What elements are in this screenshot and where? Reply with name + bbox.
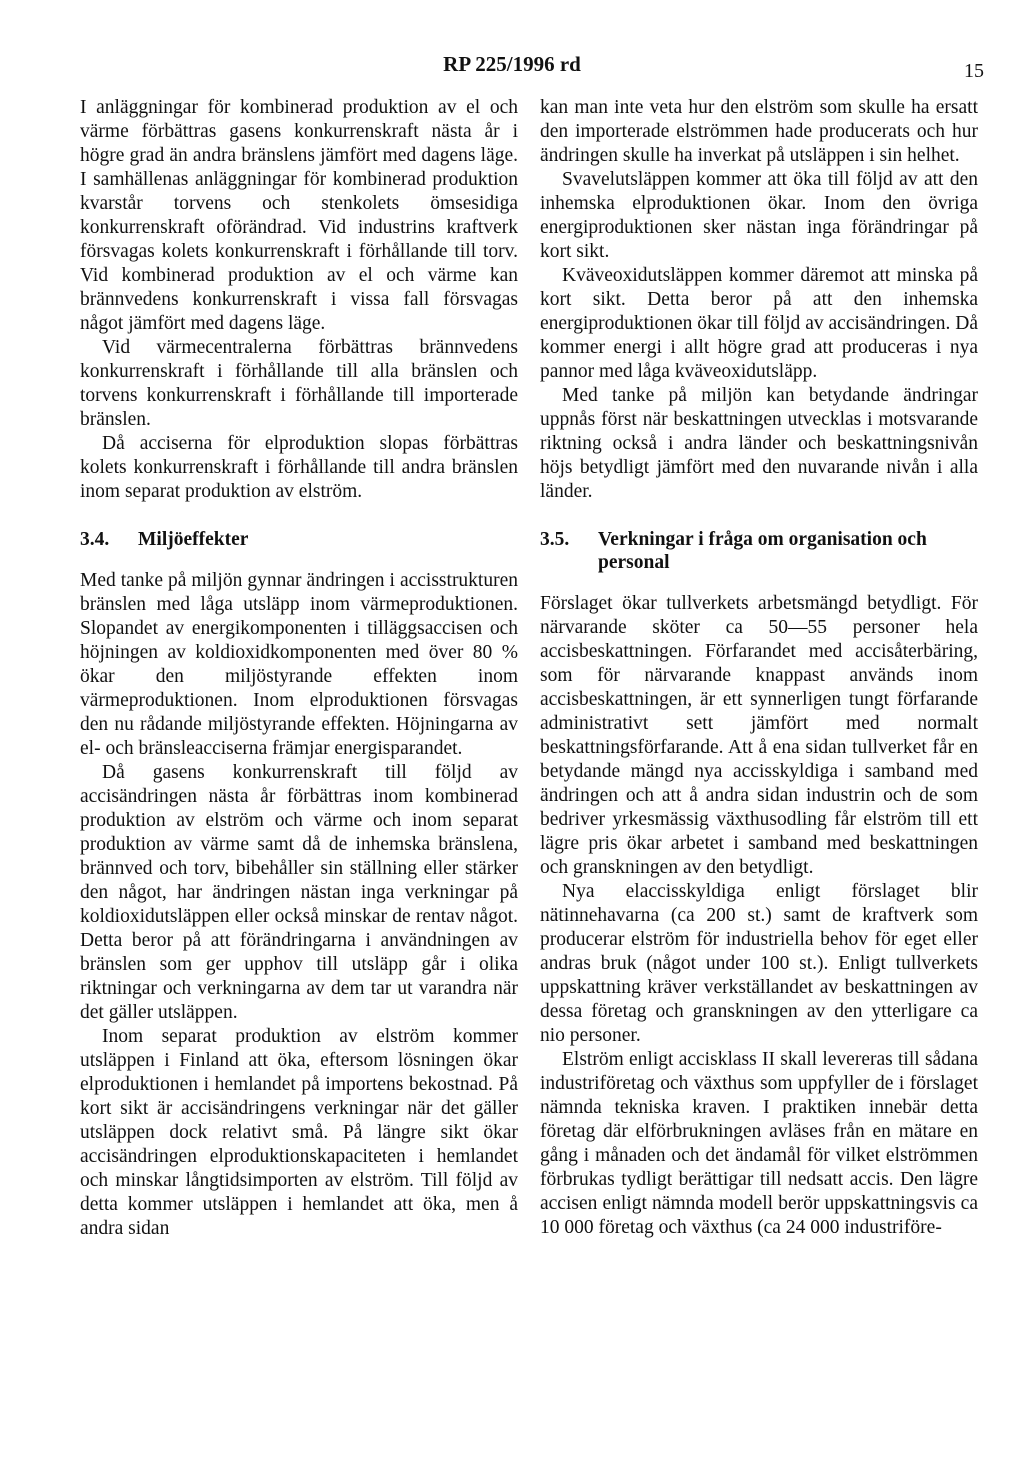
section-title: Verkningar i fråga om organisation och personal [598,529,927,573]
paragraph: Med tanke på miljön gynnar ändringen i accisstrukturen bränslen med låga utsläpp inom värmeproduktionen. Slopandet av energikomponenten i tilläggsaccisen och höjningen av koldioxidkomponenten med över 80 % ökar den miljöstyrande effekten inom värmeproduktionen. Inom elproduktionen försvagas den nu rådande miljöstyrande effekten. Höjningarna av el- och bränsleacciserna främjar energisparandet. [80,570,518,759]
page-header [0,52,1024,82]
section-heading [540,528,978,574]
paragraph: Svavelutsläppen kommer att öka till följd av att den inhemska elproduktionen ökar. Inom den övriga energiproduktionen sker nästan inga förändringar på kort sikt. [540,169,978,262]
left-column [80,96,518,1241]
paragraph: Vid värmecentralerna förbättras brännvedens konkurrenskraft i förhållande till alla bränslen och torvens konkurrenskraft i förhållande till importerade bränslen. [80,337,518,430]
paragraph: Med tanke på miljön kan betydande ändringar uppnås först när beskattningen utvecklas i motsvarande riktning också i andra länder och beskattningsnivån höjs betydligt jämfört med den nuvarande nivån i alla länder. [540,385,978,502]
paragraph: I anläggningar för kombinerad produktion av el och värme förbättras gasens konkurrenskraft nästa år i högre grad än andra bränslens jämfört med dagens läge. I samhällenas anläggningar för kombinerad produktion kvarstår torvens och stenkolets ömsesidiga konkurrenskraft oförändrad. Vid industrins kraftverk försvagas kolets konkurrenskraft i förhållande till torv. Vid kombinerad produktion av el och värme kan brännvedens konkurrenskraft i vissa fall försvagas något jämfört med dagens läge. [80,97,518,334]
section-number: 3.4. [80,529,110,550]
paragraph: Då acciserna för elproduktion slopas förbättras kolets konkurrenskraft i förhållande till andra bränslen inom separat produktion av elström. [80,433,518,502]
paragraph: kan man inte veta hur den elström som skulle ha ersatt den importerade elströmmen hade producerats och hur ändringen skulle ha inverkat på utsläppen i sin helhet. [540,97,978,166]
paragraph: Förslaget ökar tullverkets arbetsmängd betydligt. För närvarande sköter ca 50—55 personer hela accisbeskattningen. Förfarandet med accisåterbäring, som för närvarande knappast används inom accisbeskattningen, är ett synnerligen tungt förfarande administrativt sett jämfört med normalt beskattningsförfarande. Att å ena sidan tullverket får en betydande mängd nya accisskyldiga i samband med ändringen och att å andra sidan industrin och de som bedriver yrkesmässig växthusodling får elström till ett lägre pris ökar arbetet i samband med beskattningen och granskningen av den betydligt. [540,593,978,878]
document-reference: RP 225/1996 rd [443,52,581,76]
paragraph: Inom separat produktion av elström kommer utsläppen i Finland att öka, eftersom lösningen ökar elproduktionen i hemlandet på importens bekostnad. På kort sikt är accisändringens verkningar när det gäller utsläppen dock relativt små. På längre sikt ökar accisändringen elproduktionskapaciteten i hemlandet och minskar långtidsimporten av elström. Till följd av detta kommer utsläppen i hemlandet att öka, men å andra sidan [80,1026,518,1239]
section-number: 3.5. [540,529,570,550]
right-column [540,96,978,1240]
section-title: Miljöeffekter [138,529,249,550]
paragraph: Nya elaccisskyldiga enligt förslaget blir nätinnehavarna (ca 200 st.) samt de kraftverk som producerar elström för industriella behov för eget eller andras bruk (något under 100 st.). Enligt tullverkets uppskattning kräver verkställandet av beskattningen av dessa företag och granskningen av den ytterligare ca nio personer. [540,881,978,1046]
section-heading [80,528,518,551]
page-number: 15 [964,60,984,82]
paragraph: Elström enligt accisklass II skall levereras till sådana industriföretag och växthus som uppfyller de i förslaget nämnda tekniska kraven. I praktiken innebär detta företag där elförbrukningen avläses från en mätare en gång i månaden och det ändamål för vilket elströmmen förbrukas tydligt berättigar till nedsatt accis. Den lägre accisen enligt nämnda modell berör uppskattningsvis ca 10 000 företag och växthus (ca 24 000 industriföre- [540,1049,978,1238]
paragraph: Kväveoxidutsläppen kommer däremot att minska på kort sikt. Detta beror på att den inhemska energiproduktionen ökar till följd av accisändringen. Då kommer energi i allt högre grad att produceras i nya pannor med låga kväveoxidutsläpp. [540,265,978,382]
paragraph: Då gasens konkurrenskraft till följd av accisändringen nästa år förbättras inom kombinerad produktion av elström och värme och inom separat produktion av värme samt då de inhemska bränslena, brännved och torv, bibehåller sin ställning eller stärker den något, har ändringen nästan inga verkningar på koldioxidutsläppen eller också minskar de rentav något. Detta beror på att förändringarna i användningen av bränslen som ger upphov till utsläpp går i olika riktningar och verkningarna av dem tar ut varandra när det gäller utsläppen. [80,762,518,1023]
